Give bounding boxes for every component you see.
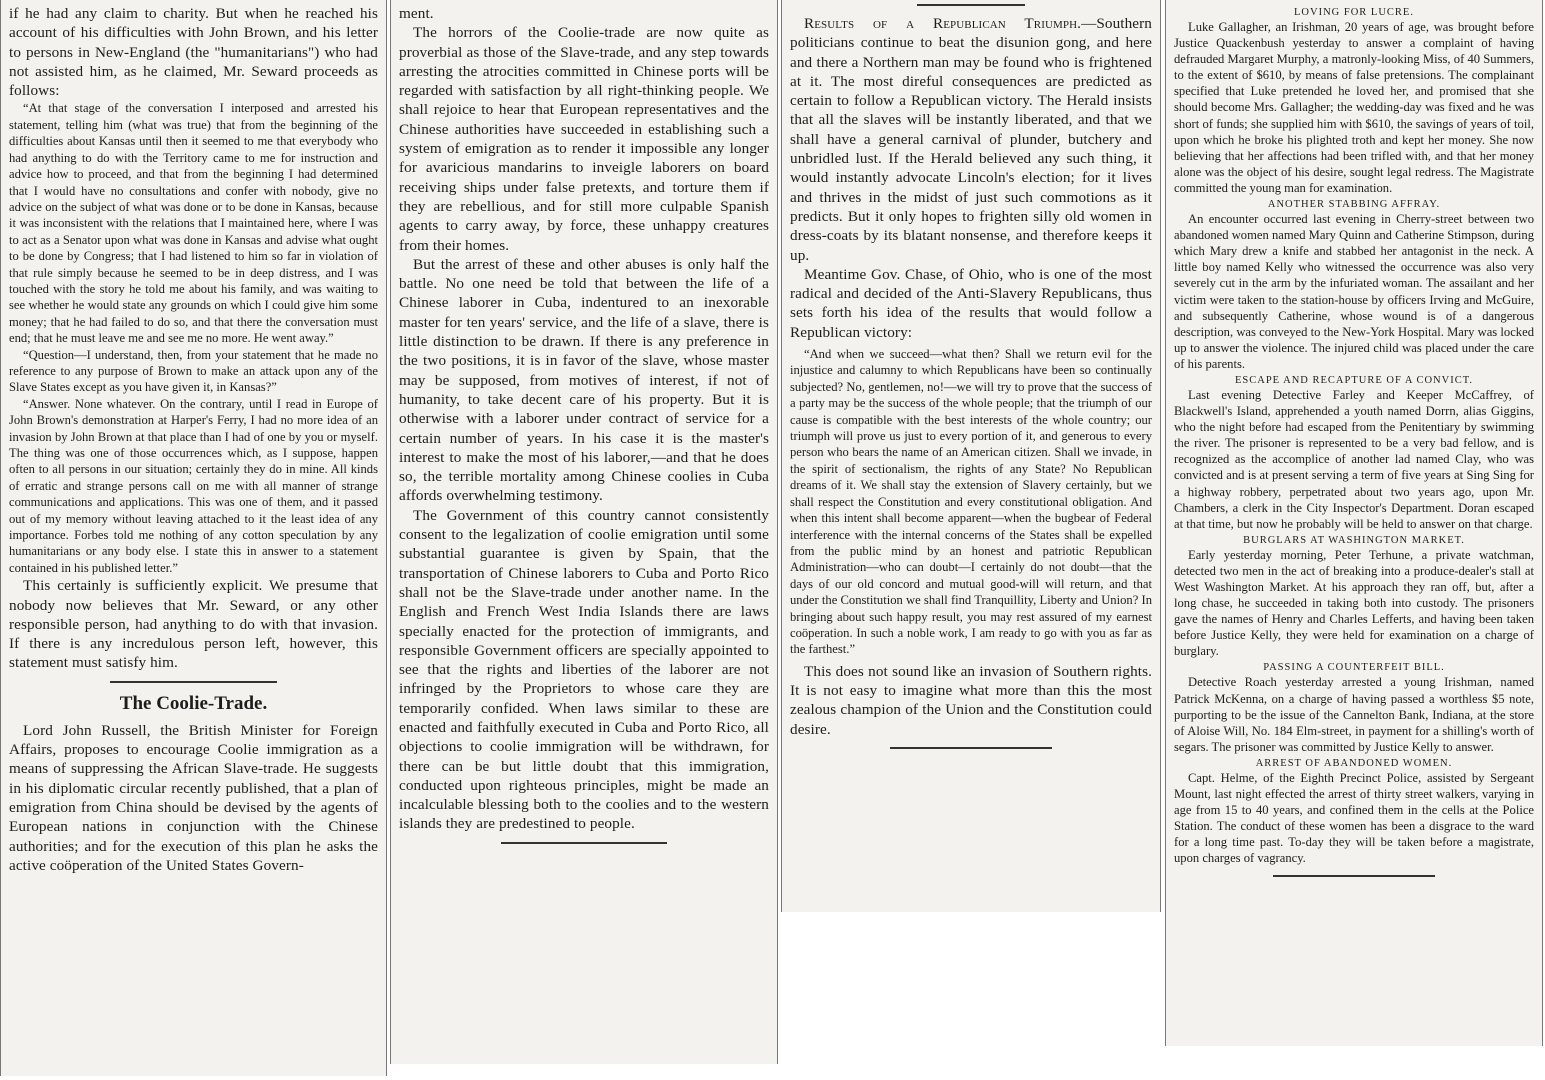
section-heading: PASSING A COUNTERFEIT BILL. — [1263, 662, 1445, 674]
article-heading: The Coolie-Trade. — [119, 692, 268, 714]
section-heading: BURGLARS AT WASHINGTON MARKET. — [1243, 534, 1465, 546]
paragraph: This certainly is sufficiently explicit. We presume that nobody now believes that Mr. Seward, or any other responsible person, had anything to do with that invasion. If there is any incredulous person left, however, this statement must satisfy him. — [9, 577, 378, 672]
paragraph: But the arrest of these and other abuses is only half the battle. No one need be told that between the life of a Chinese laborer in Cuba, indentured to an inexorable master for ten years' service, and the life of a slave, there is little distinction to be drawn. If there is any preference in the two positions, it is in favor of the slave, whose master may be supposed, from motives of interest, if not of humanity, to take decent care of his property. But it is otherwise with a laborer under contract of service for a certain number of years. In his case it is the master's interest to make the most of his laborer,—and that he does so, the terrible mortality among Chinese coolies in Cuba affords overwhelming testimony. — [399, 255, 769, 505]
section-heading: ESCAPE AND RECAPTURE OF A CONVICT. — [1234, 374, 1473, 386]
paragraph: An encounter occurred last evening in Cherry-street between two abandoned women named Mary Quinn and Catherine Stimpson, during which Mary drew a knife and stabbed her antagonist in the neck. A little boy named Kelly who witnessed the occurrence was also very severely cut in the arm by the infuriated woman. The assailant and her victim were taken to the station-house by officers Irving and McGuire, and subsequently Catherine, whose wound is of a dangerous description, was conveyed to the New-York Hospital. Mary was locked up to answer the violence. The injured child was placed under the care of his parents. — [1174, 212, 1534, 371]
quote-paragraph: “Question—I understand, then, from your statement that he made no reference to any purpose of Brown to make an attack upon any of the Slave States except as you have given it, in Kansas?” — [9, 347, 378, 395]
paragraph: The horrors of the Coolie-trade are now quite as proverbial as those of the Slave-trade, and any step towards arresting the atrocities committed in Chinese ports will be regarded with satisfaction by all right-thinking people. We shall rejoice to hear that European representatives and the Chinese authorities have succeeded in establishing such a system of emigration as to render it impossible any longer for avaricious mandarins to inveigle laborers on board receiving ships under false pretexts, and torture them if they are rebellious, and for still more culpable Spanish agents to carry away, by force, these unhappy creatures from their homes. — [399, 24, 769, 254]
section-heading: ANOTHER STABBING AFFRAY. — [1267, 199, 1441, 211]
divider — [890, 747, 1053, 749]
clipping-column-coolie-trade — [390, 0, 778, 1064]
quote-paragraph: “And when we succeed—what then? Shall we return evil for the injustice and calumny to which Republicans have been so continually subjected? No, gentlemen, no!—we will try to prove that the success of a party may be the success of the whole people; that the triumph of our cause is compatible with the best interests of the whole country; our triumph will prove us just to every portion of it, and generous to every person who bears the name of an American citizen. Shall we invade, in the spirit of sectionalism, the rights of any State? No Republican dreams of it. We shall stay the extension of Slavery certainly, but we shall respect the Constitution and every constitutional obligation. And when this intent shall become apparent—when the bugbear of Federal interference with the internal concerns of the States shall be expelled from the public mind by an honest and patriotic Republican Administration—who can doubt—I certainly do not doubt—that the days of our old concord and mutual good-will will return, and that under the Constitution we shall find Tranquillity, Liberty and Union? In bringing about such happy result, you may rest assured of my earnest coöperation. In such a noble work, I am ready to go with you as far as the farthest.” — [790, 347, 1152, 657]
divider — [917, 4, 1026, 6]
divider — [501, 842, 668, 844]
clipping-column-seward — [0, 0, 387, 1076]
paragraph: Early yesterday morning, Peter Terhune, a private watchman, detected two men in the act of breaking into a produce-dealer's stall at West Washington Market. At his approach they ran off, but, after a long chase, he succeeded in taking both into custody. The prisoners gave the names of Henry and Charles Lefferts, and having been taken before Justice Kelly, they were held for examination on a charge of burglary. — [1174, 547, 1534, 659]
paragraph: Luke Gallagher, an Irishman, 20 years of age, was brought before Justice Quackenbush yesterday to answer a complaint of having defrauded Margaret Murphy, a matronly-looking Miss, of 40 Summers, to the extent of $610, by means of false pretensions. The complainant specified that Luke pretended he loved her, and promised that she should become Mrs. Gallagher; the wedding-day was fixed and he was short of funds; she supplied him with $610, the savings of years of toil, upon which he broke his plighted troth and kept her money. She now believing that her affections had been trifled with, and that her money alone was the object of his desire, sought legal redress. The Magistrate committed the young man for examination. — [1174, 20, 1534, 195]
quote-paragraph: “At that stage of the conversation I interposed and arrested his statement, telling him (what was true) that from the beginning of the difficulties about Kansas until then it seemed to me that everybody who had anything to do with the Territory came to me for instruction and advice how to proceed, and that from the beginning I had determined that I would have no consultations and confer with nobody, give no advice on the subject of what was done or to be done in Kansas, because it was inconsistent with the relations that I maintained here, where I was to act as a Senator upon what was done in Kansas and advise what ought to be done by Congress; that I had listened to him so far in violation of that rule simply because he seemed to be in deep distress, and I was touched with the story he told me about his family, and was waiting to see whether he would state any grounds on which I could give him some money; that he had failed to do so, and that there the conversation must end; that he must leave me and see me no more. He went away.” — [9, 101, 378, 346]
clipping-column-city-news — [1165, 0, 1543, 1046]
section-heading: ARREST OF ABANDONED WOMEN. — [1255, 757, 1453, 769]
paragraph: ment. — [399, 5, 434, 22]
quote-paragraph: “Answer. None whatever. On the contrary, until I read in Europe of John Brown's demonstration at Harper's Ferry, I had no more idea of an invasion by John Brown at that place than I had of one by you or myself. The thing was one of those occurrences which, as I suppose, happen often to all persons in our situation; certainly they do in mine. All kinds of erratic and strange persons call on me with all manner of strange communications and applications. This was one of them, and it passed out of my memory without leaving attached to it the least idea of any importance. Forbes told me nothing of any cotton speculation by any humanitarians or any body else. I state this in answer to a statement contained in his published letter.” — [9, 396, 378, 575]
paragraph: Meantime Gov. Chase, of Ohio, who is one of the most radical and decided of the Anti-Slavery Republicans, thus sets forth his idea of the results that would follow a Republican victory: — [790, 265, 1152, 341]
clipping-column-republican-triumph — [781, 0, 1161, 912]
paragraph: Lord John Russell, the British Minister for Foreign Affairs, proposes to encourage Coolie immigration as a means of suppressing the African Slave-trade. He suggests in his diplomatic circular recently published, that a plan of emigration from China should be devised by the agents of European nations in conjunction with the Chinese authorities; and for the execution of this plan he asks the active coöperation of the United States Govern- — [9, 721, 378, 874]
paragraph: Southern politicians continue to beat the disunion gong, and here and there a Northern man may be found who is frightened at it. The most direful consequences are predicted as certain to follow a Republican victory. The Herald insists that all the slaves will be instantly liberated, and that we shall have a general carnival of plunder, butchery and unbridled lust. If the Herald believed any such thing, it would instantly advocate Lincoln's election; for it lives and thrives in the midst of just such commotions as it predicts. But it only hopes to frighten silly old women in dress-coats by its blatant nonsense, and therefore keeps it up. — [790, 15, 1152, 264]
article-heading: Results of a Republican Triumph.— — [804, 15, 1097, 32]
paragraph: Last evening Detective Farley and Keeper McCaffrey, of Blackwell's Island, apprehended a youth named Dorrn, alias Giggins, who the night before had escaped from the Penitentiary by swimming the river. The prisoner is represented to be a very bad fellow, and is recognized as the accomplice of another lad named Clay, who was convicted and is at present serving a term of five years at Sing Sing for a highway robbery, perpetrated about two years ago, upon Mr. Chambers, a clerk in the City Inspector's Department. Doran escaped at that time, but now he probably will be held to answer on that charge. — [1174, 387, 1534, 531]
section-heading: LOVING FOR LUCRE. — [1294, 7, 1414, 18]
divider — [1273, 875, 1435, 877]
paragraph: The Government of this country cannot consistently consent to the legalization of coolie emigration until some substantial guarantee is given by Spain, that the transportation of Chinese laborers to Cuba and Porto Rico shall not be the Slave-trade under another name. In the English and French West India Islands there are laws specially enacted for the protection of immigrants, and responsible Government officers are specially appointed to see that the rights and liberties of the laborer are not infringed by the Proprietors to whose care they are temporarily confided. When laws similar to these are enacted and faithfully executed in Cuba and Porto Rico, all objections to coolie immigration will be withdrawn, for there can be but little doubt that this immigration, conducted upon righteous principles, might be made an incalculable blessing both to the coolies and to the western islands they are predestined to people. — [399, 506, 769, 833]
paragraph: Detective Roach yesterday arrested a young Irishman, named Patrick McKenna, on a charge of having passed a worthless $5 note, purporting to be the issue of the Cannelton Bank, Indiana, at the store of Aloise Will, No. 184 Elm-street, in payment for a shilling's worth of segars. The prisoner was committed by Justice Kelly to answer. — [1174, 675, 1534, 754]
paragraph: if he had any claim to charity. But when he reached his account of his difficulties with John Brown, and his letter to persons in New-England (the "humanitarians") who had not assisted him, as he claimed, Mr. Seward proceeds as follows: — [9, 5, 378, 100]
paragraph: Capt. Helme, of the Eighth Precinct Police, assisted by Sergeant Mount, last night effected the arrest of thirty street walkers, varying in age from 15 to 40 years, and confined them in the cells at the Police Station. The conduct of these women has been a disgrace to the ward for a long time past. To-day they will be taken before a magistrate, upon charges of vagrancy. — [1174, 770, 1534, 866]
paragraph: This does not sound like an invasion of Southern rights. It is not easy to imagine what more than this the most zealous champion of the Union and the Constitution could desire. — [790, 662, 1152, 738]
divider — [110, 681, 276, 683]
